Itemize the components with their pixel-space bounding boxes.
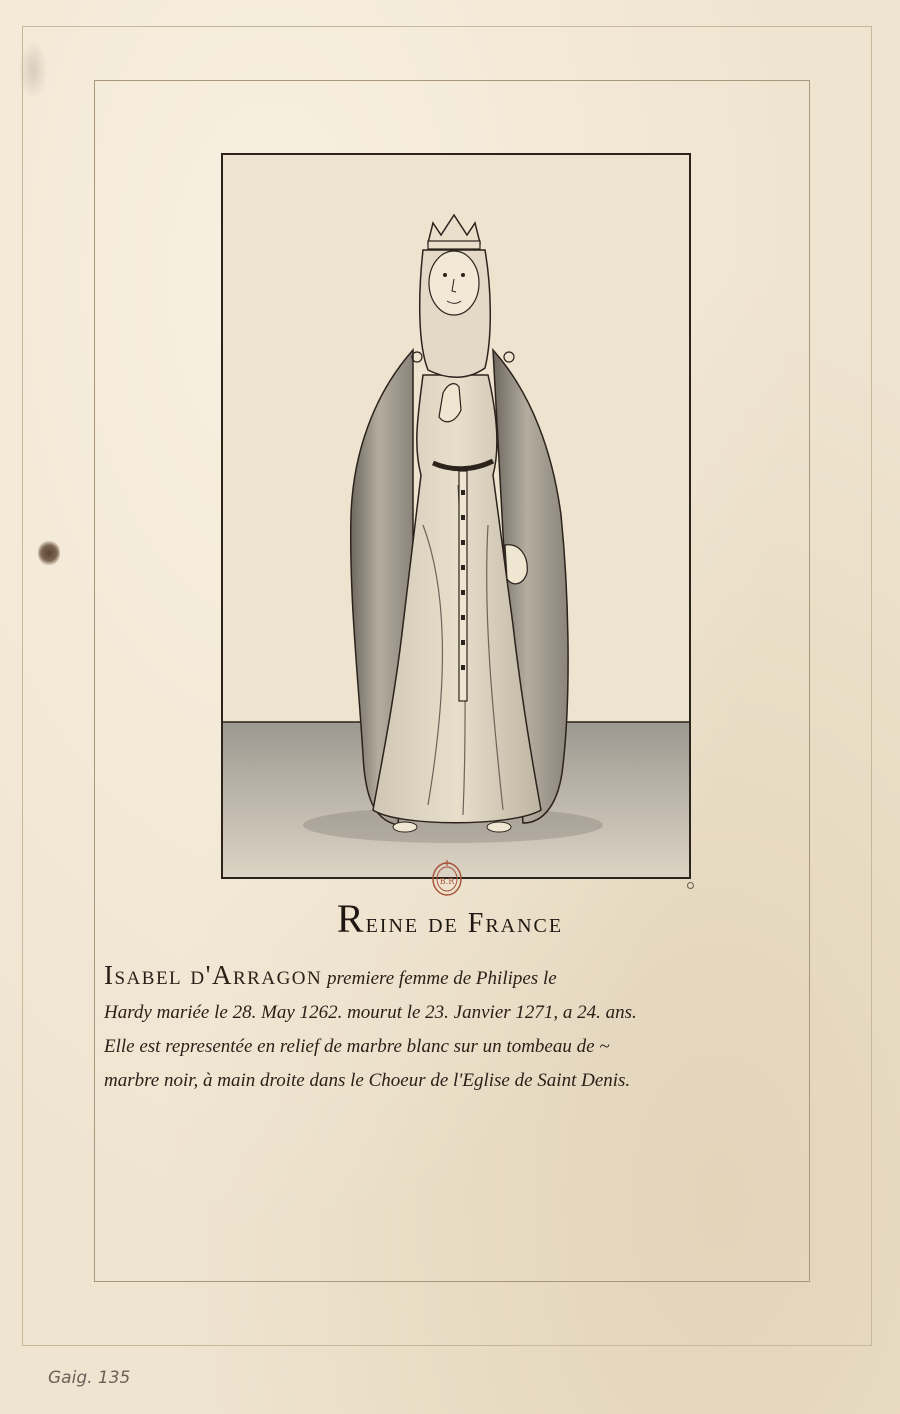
heading-initial: R — [336, 896, 366, 941]
caption-line-3: Elle est representée en relief de marbre blanc sur un tombeau de ~ — [104, 1036, 610, 1057]
caption-line-2: Hardy mariée le 28. May 1262. mourut le 23. Janvier 1271, a 24. ans. — [104, 1002, 637, 1023]
caption-text — [104, 958, 824, 1098]
queen-effigy-illustration — [223, 155, 689, 877]
title-heading — [0, 895, 900, 942]
caption-line-1-text: premiere femme de Philipes le — [326, 968, 557, 989]
caption-line-4: marbre noir, à main droite dans le Choeur de l'Eglise de Saint Denis. — [104, 1070, 631, 1091]
svg-text:B.R: B.R — [439, 877, 455, 886]
shelfmark-annotation: Gaig. 135 — [48, 1368, 131, 1388]
small-circle-mark — [687, 882, 694, 889]
heading-rest: eine de France — [365, 908, 564, 939]
library-stamp-seal — [430, 857, 464, 897]
caption-line-1 — [104, 958, 824, 996]
engraving-plate — [221, 153, 691, 879]
subject-name: Isabel d'Arragon — [104, 960, 323, 990]
